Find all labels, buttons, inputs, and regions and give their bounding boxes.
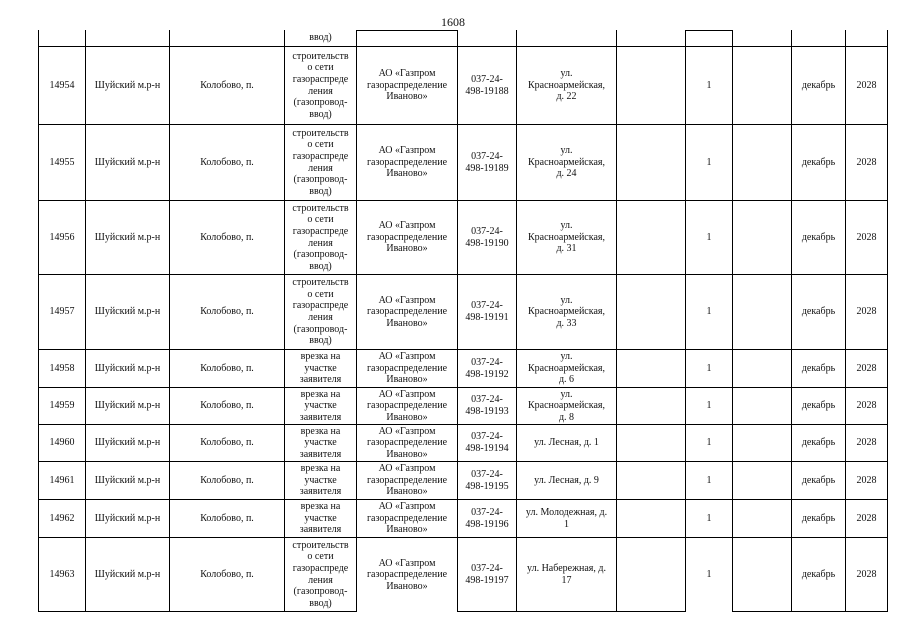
cell-count: 1 [686,388,733,425]
cell-year: 2028 [846,388,888,425]
cell-year: 2028 [846,462,888,500]
cell-code: 037-24- 498-19189 [458,125,517,201]
cell-address: ул. Красноармейская, д. 33 [517,275,617,350]
cell-district: Шуйский м.р-н [86,350,170,388]
cell-locality: Колобово, п. [170,47,285,125]
cell-empty [733,350,792,388]
cell-organization: АО «Газпром газораспределение Иваново» [357,125,458,201]
cell-year: 2028 [846,350,888,388]
cell-empty [733,125,792,201]
cell-address: ул. Красноармейская, д. 31 [517,201,617,275]
cell-code: 037-24- 498-19193 [458,388,517,425]
cell-work-type: врезка на участке заявителя [285,350,357,388]
cell-empty [617,500,686,538]
cell-count: 1 [686,201,733,275]
cell-year: 2028 [846,201,888,275]
cell-code: 037-24- 498-19188 [458,47,517,125]
cell-empty [617,47,686,125]
cell-year: 2028 [846,125,888,201]
cell-address: ул. Лесная, д. 9 [517,462,617,500]
cell-address [517,30,617,47]
cell-number: 14955 [38,125,86,201]
cell-empty [617,388,686,425]
cell-empty [617,30,686,47]
cell-code: 037-24- 498-19197 [458,538,517,612]
cell-month: декабрь [792,538,846,612]
cell-count: 1 [686,275,733,350]
cell-number: 14958 [38,350,86,388]
cell-address: ул. Молодежная, д. 1 [517,500,617,538]
cell-district: Шуйский м.р-н [86,538,170,612]
cell-month: декабрь [792,201,846,275]
cell-month: декабрь [792,47,846,125]
cell-number: 14957 [38,275,86,350]
cell-address: ул. Лесная, д. 1 [517,425,617,462]
cell-empty [733,388,792,425]
cell-empty [733,500,792,538]
cell-count: 1 [686,350,733,388]
cell-organization: АО «Газпром газораспределение Иваново» [357,500,458,538]
cell-work-type: строительств о сети газораспреде ления (газопровод- ввод) [285,538,357,612]
cell-organization: АО «Газпром газораспределение Иваново» [357,350,458,388]
table [38,30,888,612]
cell-locality: Колобово, п. [170,462,285,500]
cell-work-type: врезка на участке заявителя [285,388,357,425]
cell-number: 14961 [38,462,86,500]
cell-work-type: строительств о сети газораспреде ления (газопровод- ввод) [285,201,357,275]
cell-locality: Колобово, п. [170,275,285,350]
cell-address: ул. Набережная, д. 17 [517,538,617,612]
cell-address: ул. Красноармейская, д. 6 [517,350,617,388]
cell-district: Шуйский м.р-н [86,47,170,125]
cell-code: 037-24- 498-19195 [458,462,517,500]
cell-count: 1 [686,538,733,612]
cell-work-type: врезка на участке заявителя [285,425,357,462]
cell-district: Шуйский м.р-н [86,201,170,275]
cell-empty [617,462,686,500]
cell-organization: АО «Газпром газораспределение Иваново» [357,388,458,425]
cell-locality: Колобово, п. [170,538,285,612]
cell-empty [733,201,792,275]
cell-organization: АО «Газпром газораспределение Иваново» [357,201,458,275]
cell-organization: АО «Газпром газораспределение Иваново» [357,47,458,125]
cell-month: декабрь [792,125,846,201]
cell-empty [617,275,686,350]
cell-code: 037-24- 498-19192 [458,350,517,388]
cell-number [38,30,86,47]
cell-code: 037-24- 498-19190 [458,201,517,275]
cell-code: 037-24- 498-19196 [458,500,517,538]
cell-locality: Колобово, п. [170,201,285,275]
cell-address: ул. Красноармейская, д. 8 [517,388,617,425]
cell-address: ул. Красноармейская, д. 24 [517,125,617,201]
cell-month: декабрь [792,425,846,462]
cell-district: Шуйский м.р-н [86,125,170,201]
cell-work-type: строительств о сети газораспреде ления (газопровод- ввод) [285,47,357,125]
cell-district [86,30,170,47]
cell-empty [617,125,686,201]
cell-code [458,30,517,47]
cell-month: декабрь [792,462,846,500]
cell-organization: АО «Газпром газораспределение Иваново» [357,275,458,350]
cell-empty [733,30,792,47]
cell-count: 1 [686,47,733,125]
cell-number: 14960 [38,425,86,462]
cell-empty [617,201,686,275]
cell-number: 14963 [38,538,86,612]
cell-address: ул. Красноармейская, д. 22 [517,47,617,125]
cell-code: 037-24- 498-19194 [458,425,517,462]
cell-month: декабрь [792,275,846,350]
cell-count: 1 [686,425,733,462]
cell-organization: АО «Газпром газораспределение Иваново» [357,462,458,500]
cell-count: 1 [686,462,733,500]
cell-number: 14954 [38,47,86,125]
cell-work-type: врезка на участке заявителя [285,462,357,500]
cell-locality [170,30,285,47]
cell-count: 1 [686,500,733,538]
cell-empty [733,275,792,350]
cell-locality: Колобово, п. [170,350,285,388]
cell-month: декабрь [792,350,846,388]
cell-organization: АО «Газпром газораспределение Иваново» [357,538,458,612]
cell-empty [733,462,792,500]
cell-locality: Колобово, п. [170,388,285,425]
cell-organization [357,30,458,47]
cell-locality: Колобово, п. [170,425,285,462]
cell-empty [617,538,686,612]
cell-locality: Колобово, п. [170,500,285,538]
cell-code: 037-24- 498-19191 [458,275,517,350]
cell-year [846,30,888,47]
cell-month: декабрь [792,500,846,538]
cell-work-type: строительств о сети газораспреде ления (газопровод- ввод) [285,275,357,350]
cell-month [792,30,846,47]
cell-district: Шуйский м.р-н [86,500,170,538]
cell-number: 14959 [38,388,86,425]
cell-year: 2028 [846,538,888,612]
cell-year: 2028 [846,425,888,462]
cell-count: 1 [686,125,733,201]
cell-year: 2028 [846,500,888,538]
cell-district: Шуйский м.р-н [86,462,170,500]
cell-number: 14956 [38,201,86,275]
cell-empty [617,425,686,462]
cell-district: Шуйский м.р-н [86,425,170,462]
cell-locality: Колобово, п. [170,125,285,201]
cell-work-type: строительств о сети газораспреде ления (газопровод- ввод) [285,125,357,201]
cell-month: декабрь [792,388,846,425]
page-number: 1608 [441,15,465,29]
cell-work-type: ввод) [285,30,357,47]
cell-empty [733,538,792,612]
cell-district: Шуйский м.р-н [86,275,170,350]
cell-organization: АО «Газпром газораспределение Иваново» [357,425,458,462]
cell-empty [617,350,686,388]
cell-empty [733,425,792,462]
cell-year: 2028 [846,47,888,125]
cell-count [686,30,733,47]
cell-empty [733,47,792,125]
cell-district: Шуйский м.р-н [86,388,170,425]
cell-work-type: врезка на участке заявителя [285,500,357,538]
cell-number: 14962 [38,500,86,538]
cell-year: 2028 [846,275,888,350]
